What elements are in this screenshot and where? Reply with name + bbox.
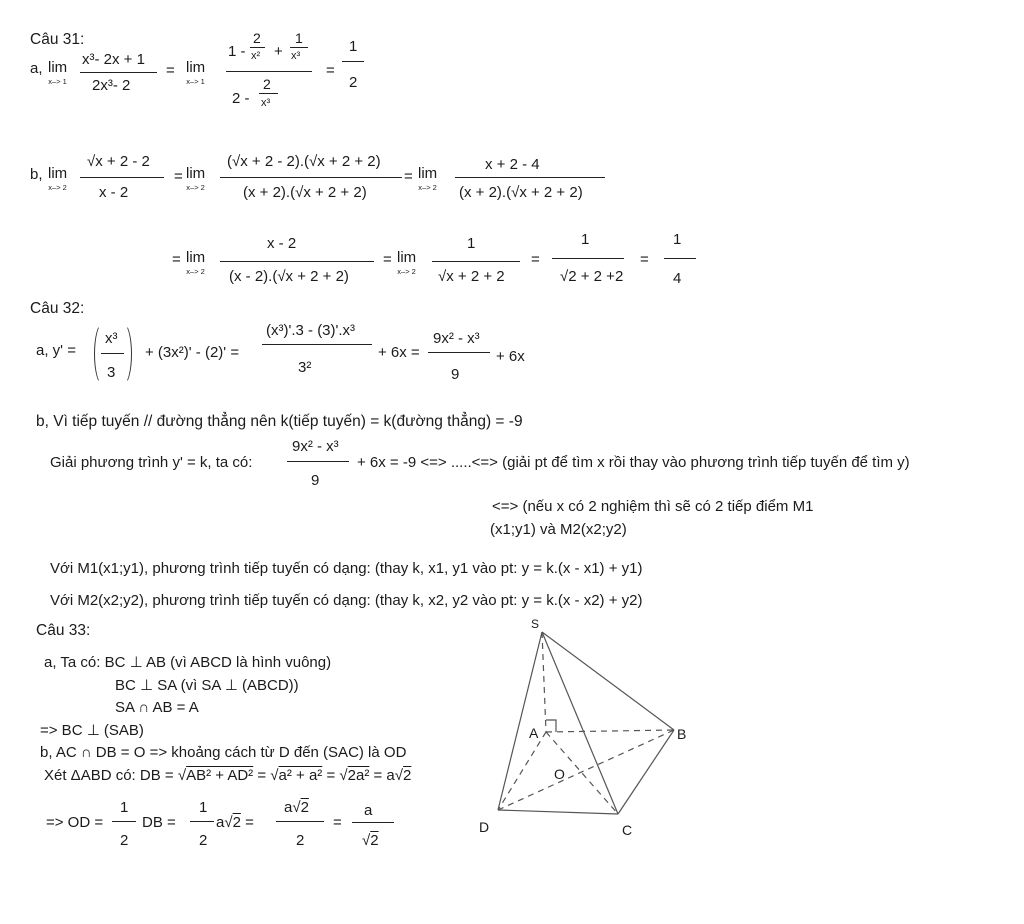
q31b-bar5: [432, 261, 520, 262]
q31a-f-one2: 1: [295, 30, 303, 46]
label-B: B: [677, 726, 687, 742]
q31b-den3: (x + 2).(√x + 2 + 2): [459, 184, 583, 201]
q31b-eq2: =: [404, 168, 413, 185]
q33-f2-den: 2: [199, 832, 208, 849]
q31b-eq5: =: [531, 251, 540, 268]
q31b-num7: 1: [673, 231, 682, 248]
q31a-f-x2: x²: [251, 50, 261, 62]
q32a-x3: x³: [105, 330, 118, 347]
q31a-f-two: 2: [253, 30, 261, 46]
q32a-num2: 9x² - x³: [433, 330, 480, 347]
q32b-line3a: <=> (nếu x có 2 nghiệm thì sẽ có 2 tiếp điểm M1: [492, 498, 814, 515]
q33-f4-bar: [352, 822, 394, 823]
label-D: D: [479, 819, 490, 835]
q31b-den4: (x - 2).(√x + 2 + 2): [229, 268, 349, 285]
q31b-lim5: lim x–> 2: [397, 249, 417, 276]
q31b-eq6: =: [640, 251, 649, 268]
q31a-num1: x³- 2x + 1: [82, 51, 145, 68]
q33-l6: Xét ΔABD có: DB = √AB² + AD² = √a² + a² = √2a² = a√2: [44, 767, 412, 784]
q31a-lim1: lim x–> 1: [48, 59, 68, 86]
label-O: O: [554, 766, 565, 782]
q33-f2-num: 1: [199, 799, 208, 816]
q33-db: DB =: [142, 814, 176, 831]
q31b-den5: √x + 2 + 2: [438, 268, 505, 285]
q32a-den2: 9: [451, 366, 460, 383]
q32b-line2-bar: [287, 461, 349, 462]
q33-f3-bar: [276, 821, 324, 822]
q31b-bar7: [664, 258, 696, 259]
q32b-line4: Với M1(x1;y1), phương trình tiếp tuyến có dạng: (thay k, x1, y1 vào pt: y = k.(x - x1) + y1): [50, 560, 643, 577]
q31a-eq2: =: [326, 62, 335, 79]
q32a-num: (x³)'.3 - (3)'.x³: [266, 322, 356, 339]
q31a-d-bar: [259, 93, 278, 94]
q31b-num3: x + 2 - 4: [485, 156, 540, 173]
q31a-f-plus: +: [274, 43, 283, 60]
q33-eq3: =: [333, 814, 342, 831]
q31b-den1: x - 2: [99, 184, 129, 201]
edge-CB: [618, 730, 674, 814]
q33-heading: Câu 33:: [36, 622, 91, 639]
q31b-num5: 1: [467, 235, 476, 252]
q31b-num1: √x + 2 - 2: [87, 153, 150, 170]
q31b-eq3: =: [172, 251, 181, 268]
q31b-num4: x - 2: [267, 235, 297, 252]
edge-SA: [542, 632, 546, 732]
q32b-line3b: (x1;y1) và M2(x2;y2): [490, 521, 627, 538]
q31b-den6: √2 + 2 +2: [560, 268, 624, 285]
q32-heading: Câu 32:: [30, 300, 85, 317]
q31a-bar2: [226, 71, 312, 72]
q31a-lim2: lim x–> 1: [186, 59, 206, 86]
q31b-lim4: lim x–> 2: [186, 249, 206, 276]
q32b-line2-lead: Giải phương trình y' = k, ta có:: [50, 454, 253, 471]
q31b-bar2: [220, 177, 402, 178]
q31b-lim3: lim x–> 2: [418, 165, 438, 192]
q33-l2: BC ⊥ SA (vì SA ⊥ (ABCD)): [115, 677, 299, 694]
q31b-num6: 1: [581, 231, 590, 248]
edge-DC: [498, 810, 618, 814]
q33-f1-den: 2: [120, 832, 129, 849]
q33-f4-den: √2: [362, 832, 379, 849]
q33-f4-num: a: [364, 802, 373, 819]
q33-f3-den: 2: [296, 832, 305, 849]
q33-od-lead: => OD =: [46, 814, 104, 831]
q31b-eq4: =: [383, 251, 392, 268]
q33-f2-after: a√2 =: [216, 814, 254, 831]
q31a-f-bar-a: [250, 47, 265, 48]
q31a-label: a,: [30, 60, 43, 77]
q31a-res-den: 2: [349, 74, 358, 91]
q31a-res-bar: [342, 61, 364, 62]
q31b-lim1: lim x–> 2: [48, 165, 68, 192]
label-C: C: [622, 822, 633, 838]
q33-f1-num: 1: [120, 799, 129, 816]
q33-l3: SA ∩ AB = A: [115, 699, 199, 716]
q33-l4: => BC ⊥ (SAB): [40, 722, 144, 739]
edge-AB: [546, 730, 674, 732]
q31b-bar3: [455, 177, 605, 178]
q31a-f-x3: x³: [291, 50, 301, 62]
q33-l5: b, AC ∩ DB = O => khoảng cách từ D đến (SAC) là OD: [40, 744, 407, 761]
q33-l1: a, Ta có: BC ⊥ AB (vì ABCD là hình vuông): [44, 654, 332, 671]
q31b-bar4: [220, 261, 374, 262]
q32a-bar1: [262, 344, 372, 345]
label-A: A: [529, 725, 539, 741]
q31a-d-two: 2 -: [232, 90, 250, 107]
q31a-bar1: [80, 72, 157, 73]
q31b-label: b,: [30, 166, 43, 183]
q31a-d-x3: x³: [261, 97, 271, 109]
q31a-den1: 2x³- 2: [92, 77, 131, 94]
q31b-bar1: [80, 177, 164, 178]
q32a-3: 3: [107, 364, 116, 381]
pyramid-figure: [470, 612, 710, 852]
q31a-f-bar-b: [290, 47, 308, 48]
q31a-f-one: 1 -: [228, 43, 246, 60]
q31b-lim2: lim x–> 2: [186, 165, 206, 192]
q31a-d-2: 2: [263, 76, 271, 92]
q32a-bar-x3: [101, 353, 124, 354]
label-S: S: [531, 617, 540, 631]
q31a-eq1: =: [166, 62, 175, 79]
q32a-plus: + 6x =: [378, 344, 420, 361]
edge-SC: [542, 632, 618, 814]
q31b-den2: (x + 2).(√x + 2 + 2): [243, 184, 367, 201]
q32a-den: 3²: [298, 359, 312, 376]
q31-heading: Câu 31:: [30, 31, 85, 48]
q32a-bar2: [428, 352, 490, 353]
q32b-line2-den: 9: [311, 472, 320, 489]
q32a-lead: a, y' =: [36, 342, 76, 359]
edge-SB: [542, 632, 674, 730]
q33-f2-bar: [190, 821, 214, 822]
q32b-line2-tail: + 6x = -9 <=> .....<=> (giải pt để tìm x rồi thay vào phương trình tiếp tuyến để tìm y): [357, 454, 910, 471]
q32b-line2-num: 9x² - x³: [292, 438, 339, 455]
q32b-line5: Với M2(x2;y2), phương trình tiếp tuyến có dạng: (thay k, x2, y2 vào pt: y = k.(x - x2) + y2): [50, 592, 643, 609]
right-angle-mark: [546, 720, 556, 732]
q32b-line1: b, Vì tiếp tuyến // đường thẳng nên k(tiếp tuyến) = k(đường thẳng) = -9: [36, 413, 523, 430]
q33-f3-num: a√2: [284, 799, 309, 816]
edge-AD: [498, 732, 546, 810]
edge-SD: [498, 632, 542, 810]
q31b-num2: (√x + 2 - 2).(√x + 2 + 2): [227, 153, 381, 170]
q31a-res-num: 1: [349, 38, 358, 55]
q33-f1-bar: [112, 821, 136, 822]
q31b-eq1: =: [174, 168, 183, 185]
q32a-mid: + (3x²)' - (2)' =: [145, 344, 240, 361]
q31b-den7: 4: [673, 270, 682, 287]
q31b-bar6: [552, 258, 624, 259]
q32a-tail: + 6x: [496, 348, 525, 365]
